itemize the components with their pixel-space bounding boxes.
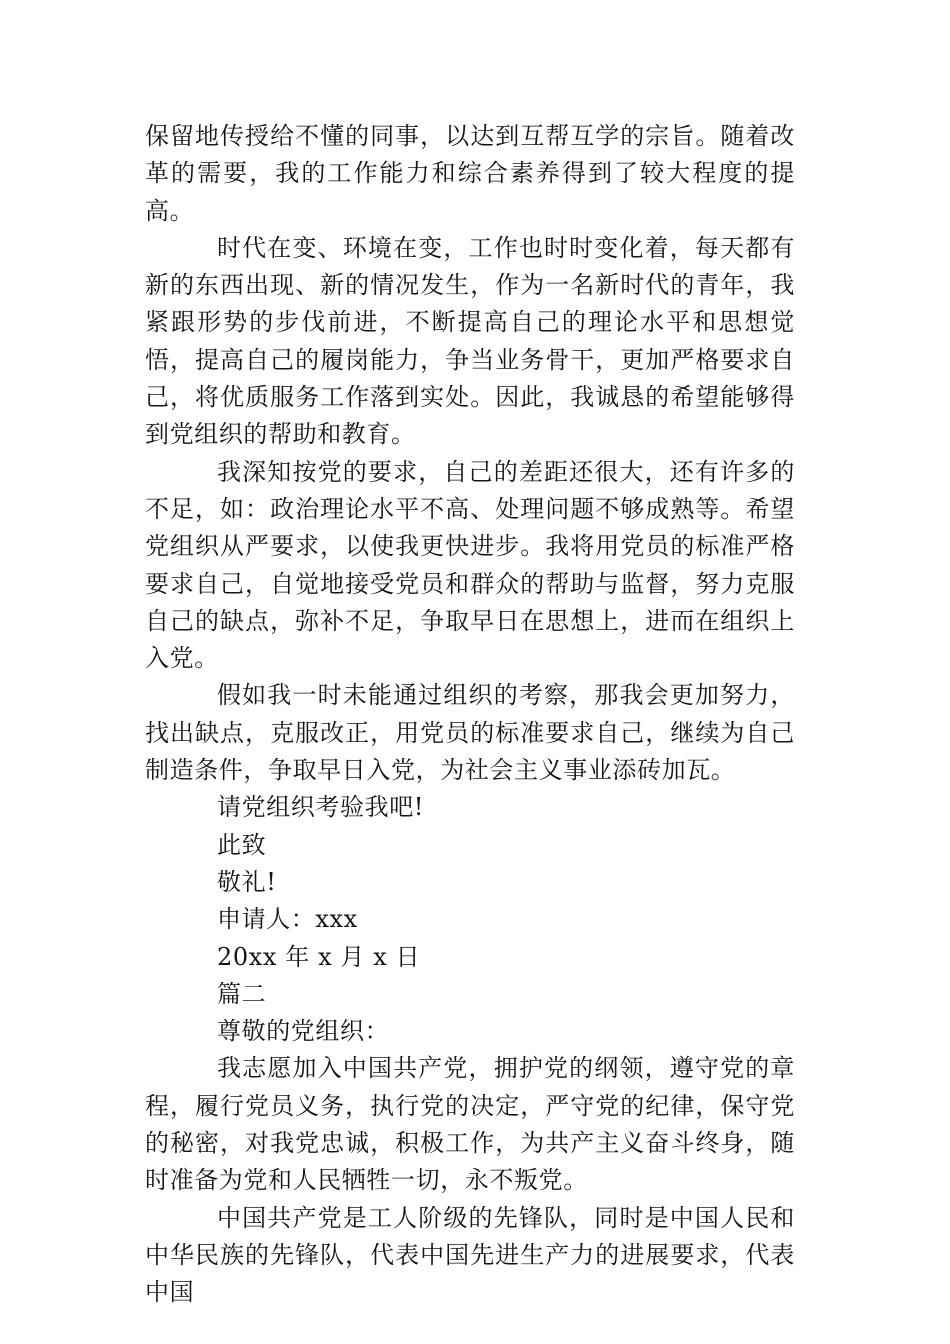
- paragraph-continued: 保留地传授给不懂的同事，以达到互帮互学的宗旨。随着改革的需要，我的工作能力和综合素养得到了较大程度的提高。: [145, 122, 795, 225]
- closing-line: 请党组织考验我吧!: [217, 793, 425, 822]
- paragraph: 我志愿加入中国共产党，拥护党的纲领，遵守党的章程，履行党员义务，执行党的决定，严守党的纪律，保守党的秘密，对我党忠诚，积极工作，为共产主义奋斗终身，随时准备为党和人民牺牲一切，永不叛党。: [145, 1054, 795, 1195]
- applicant-line: 申请人：xxx: [217, 905, 358, 934]
- paragraph: 我深知按党的要求，自己的差距还很大，还有许多的不足，如：政治理论水平不高、处理问题不够成熟等。希望党组织从严要求，以使我更快进步。我将用党员的标准严格要求自己，自觉地接受党员和群众的帮助与监督，努力克服自己的缺点，弥补不足，争取早日在思想上，进而在组织上入党。: [145, 457, 795, 673]
- regards-line: 敬礼!: [217, 867, 277, 896]
- date-line: 20xx 年 x 月 x 日: [217, 942, 421, 971]
- salutation-line: 此致: [217, 830, 267, 859]
- section-heading: 篇二: [217, 979, 267, 1008]
- paragraph: 中国共产党是工人阶级的先锋队，同时是中国人民和中华民族的先锋队，代表中国先进生产力的进展要求，代表中国: [145, 1203, 795, 1307]
- paragraph: 时代在变、环境在变，工作也时时变化着，每天都有新的东西出现、新的情况发生，作为一名新时代的青年，我紧跟形势的步伐前进，不断提高自己的理论水平和思想觉悟，提高自己的履岗能力，争当业务骨干，更加严格要求自己，将优质服务工作落到实处。因此，我诚恳的希望能够得到党组织的帮助和教育。: [145, 233, 795, 449]
- paragraph: 假如我一时未能通过组织的考察，那我会更加努力，找出缺点，克服改正，用党员的标准要求自己，继续为自己制造条件，争取早日入党，为社会主义事业添砖加瓦。: [145, 681, 795, 785]
- greeting-line: 尊敬的党组织：: [217, 1017, 390, 1046]
- document-body: [145, 118, 795, 1312]
